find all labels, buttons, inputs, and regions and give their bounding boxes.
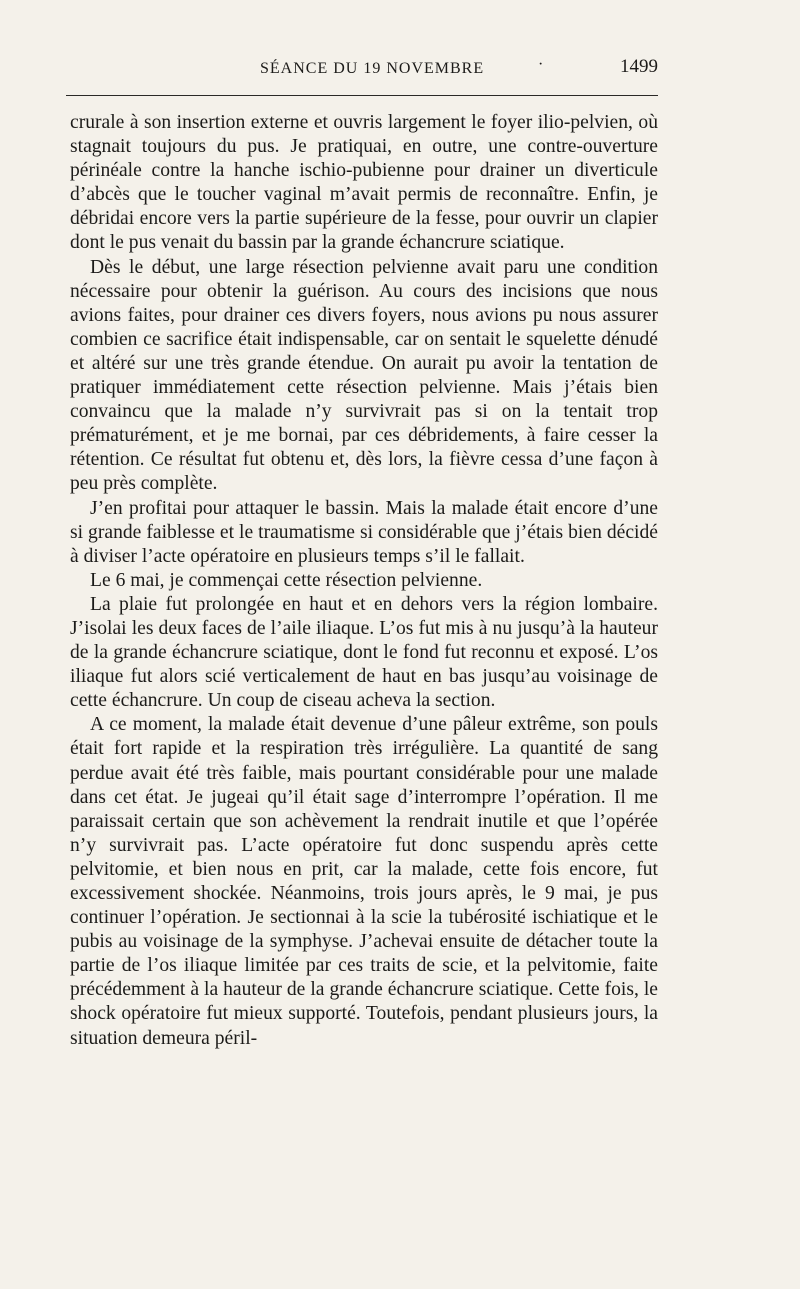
header-rule	[66, 95, 658, 96]
running-header	[68, 56, 658, 84]
paragraph-1: crurale à son insertion externe et ouvris largement le foyer ilio-pelvien, où stagnait toujours du pus. Je pratiquai, en outre, une contre-ouverture périnéale contre la hanche ischio-pubienne pour drainer un diverticule d’abcès que le toucher vaginal m’avait permis de reconnaître. Enfin, je débridai encore vers la partie supérieure de la fesse, pour ouvrir un clapier dont le pus venait du bassin par la grande échancrure sciatique.	[70, 112, 658, 254]
header-separator: ·	[538, 56, 545, 73]
paragraph-3: J’en profitai pour attaquer le bassin. Mais la malade était encore d’une si grande faiblesse et le traumatisme si considérable que j’étais bien décidé à diviser l’acte opératoire en plusieurs temps s’il le fallait.	[70, 497, 658, 567]
paragraph-2: Dès le début, une large résection pelvienne avait paru une condition nécessaire pour obtenir la guérison. Au cours des incisions que nous avions faites, pour drainer ces divers foyers, nous avions pu nous assurer combien ce sacrifice était indispensable, car on sentait le squelette dénudé et altéré sur une très grande étendue. On aurait pu avoir la tentation de pratiquer immédiatement cette résection pelvienne. Mais j’étais bien convaincu que la malade n’y survivrait pas si on la tentait trop prématurément, et je me bornai, par ces débridements, à faire cesser la rétention. Ce résultat fut obtenu et, dès lors, la fièvre cessa d’une façon à peu près complète.	[70, 256, 658, 495]
paragraph-4: Le 6 mai, je commençai cette résection pelvienne.	[90, 569, 483, 591]
body-text	[70, 111, 658, 1051]
paragraph-5: La plaie fut prolongée en haut et en dehors vers la région lombaire. J’isolai les deux faces de l’aile iliaque. L’os fut mis à nu jusqu’à la hauteur de la grande échancrure sciatique, dont le fond fut reconnu et exposé. L’os iliaque fut alors scié verticalement de haut en bas jusqu’au voisinage de cette échancrure. Un coup de ciseau acheva la section.	[70, 593, 658, 712]
paragraph-6: A ce moment, la malade était devenue d’une pâleur extrême, son pouls était fort rapide et la respiration très irrégulière. La quantité de sang perdue avait été très faible, mais pourtant considérable pour une malade dans cet état. Je jugeai qu’il était sage d’interrompre l’opération. Il me paraissait certain que son achèvement la rendrait inutile et que l’opérée n’y survivrait pas. L’acte opératoire fut donc suspendu après cette pelvitomie, et bien nous en prit, car la malade, cette fois encore, fut excessivement shockée. Néanmoins, trois jours après, le 9 mai, je pus continuer l’opération. Je sectionnai à la scie la tubérosité ischiatique et le pubis au voisinage de la symphyse. J’achevai ensuite de détacher toute la partie de l’os iliaque limitée par ces traits de scie, et la pelvitomie, faite précédemment à la hauteur de la grande échancrure sciatique. Cette fois, le shock opératoire fut mieux supporté. Toutefois, pendant plusieurs jours, la situation demeura péril-	[70, 714, 658, 1049]
page-number: 1499	[620, 56, 658, 77]
running-title: SÉANCE DU 19 NOVEMBRE	[260, 60, 485, 77]
